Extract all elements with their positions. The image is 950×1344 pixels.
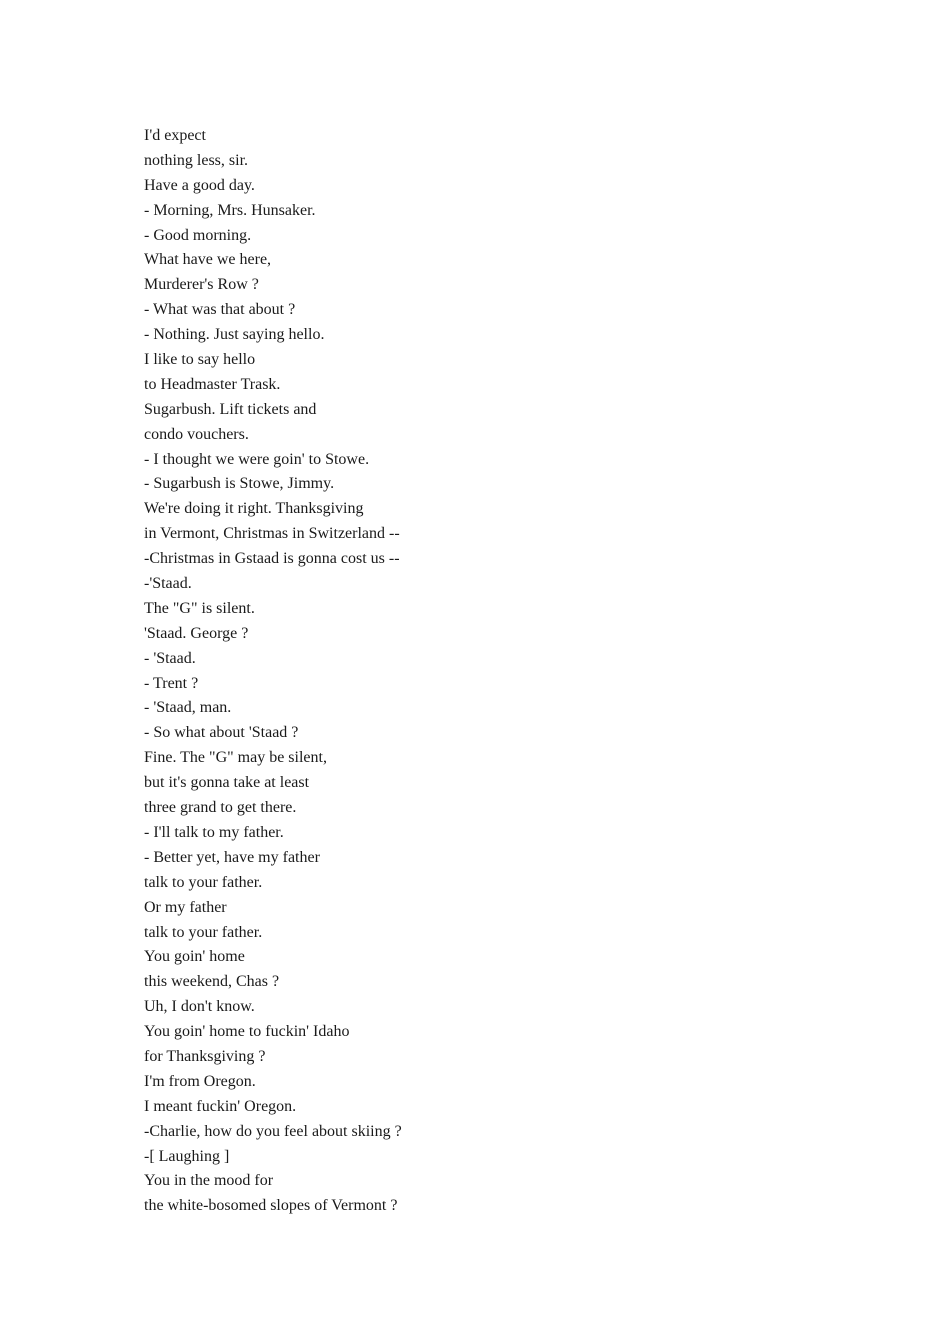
transcript-line: - Morning, Mrs. Hunsaker. xyxy=(144,201,316,219)
transcript-line: Uh, I don't know. xyxy=(144,998,255,1016)
transcript-line: The "G" is silent. xyxy=(144,599,255,617)
transcript-line: in Vermont, Christmas in Switzerland -- xyxy=(144,525,400,543)
transcript-line: talk to your father. xyxy=(144,923,263,941)
transcript-line: You goin' home to fuckin' Idaho xyxy=(144,1023,350,1041)
transcript-line: Sugarbush. Lift tickets and xyxy=(144,400,317,418)
transcript-line: nothing less, sir. xyxy=(144,151,249,169)
transcript-line: - Nothing. Just saying hello. xyxy=(144,326,325,344)
transcript-line: Have a good day. xyxy=(144,176,255,194)
transcript-line: I meant fuckin' Oregon. xyxy=(144,1097,297,1115)
transcript-line: I'm from Oregon. xyxy=(144,1072,256,1090)
transcript-line: I'd expect xyxy=(144,127,206,144)
transcript-line: condo vouchers. xyxy=(144,425,249,443)
transcript-line: - Better yet, have my father xyxy=(144,848,320,866)
transcript-line: I like to say hello xyxy=(144,351,256,369)
transcript-line: to Headmaster Trask. xyxy=(144,375,281,393)
transcript-line: - 'Staad, man. xyxy=(144,699,232,717)
transcript-line: Fine. The "G" may be silent, xyxy=(144,749,327,767)
transcript-line: What have we here, xyxy=(144,251,272,269)
transcript-line: - What was that about ? xyxy=(144,301,296,319)
transcript-line: but it's gonna take at least xyxy=(144,774,310,792)
transcript-line: 'Staad. George ? xyxy=(144,624,249,642)
transcript-line: - Trent ? xyxy=(144,674,199,692)
transcript-line: -Charlie, how do you feel about skiing ? xyxy=(144,1122,402,1140)
transcript-line: - Good morning. xyxy=(144,226,252,244)
transcript-line: - So what about 'Staad ? xyxy=(144,724,299,742)
transcript-line: three grand to get there. xyxy=(144,799,297,817)
transcript-line: You goin' home xyxy=(144,948,245,966)
transcript-line: -'Staad. xyxy=(144,575,192,593)
transcript-line: for Thanksgiving ? xyxy=(144,1047,266,1065)
transcript-line: Murderer's Row ? xyxy=(144,276,259,294)
transcript-line: this weekend, Chas ? xyxy=(144,973,280,991)
transcript-text xyxy=(144,124,402,1219)
transcript-line: We're doing it right. Thanksgiving xyxy=(144,500,364,518)
transcript-line: -Christmas in Gstaad is gonna cost us -- xyxy=(144,550,400,568)
transcript-line: the white-bosomed slopes of Vermont ? xyxy=(144,1197,398,1215)
transcript-line: - I'll talk to my father. xyxy=(144,823,284,841)
transcript-line: - Sugarbush is Stowe, Jimmy. xyxy=(144,475,335,493)
transcript-line: -[ Laughing ] xyxy=(144,1147,230,1165)
transcript-line: Or my father xyxy=(144,898,227,916)
transcript-line: talk to your father. xyxy=(144,873,263,891)
transcript-line: You in the mood for xyxy=(144,1172,274,1190)
transcript-line: - I thought we were goin' to Stowe. xyxy=(144,450,370,468)
transcript-line: - 'Staad. xyxy=(144,649,196,667)
